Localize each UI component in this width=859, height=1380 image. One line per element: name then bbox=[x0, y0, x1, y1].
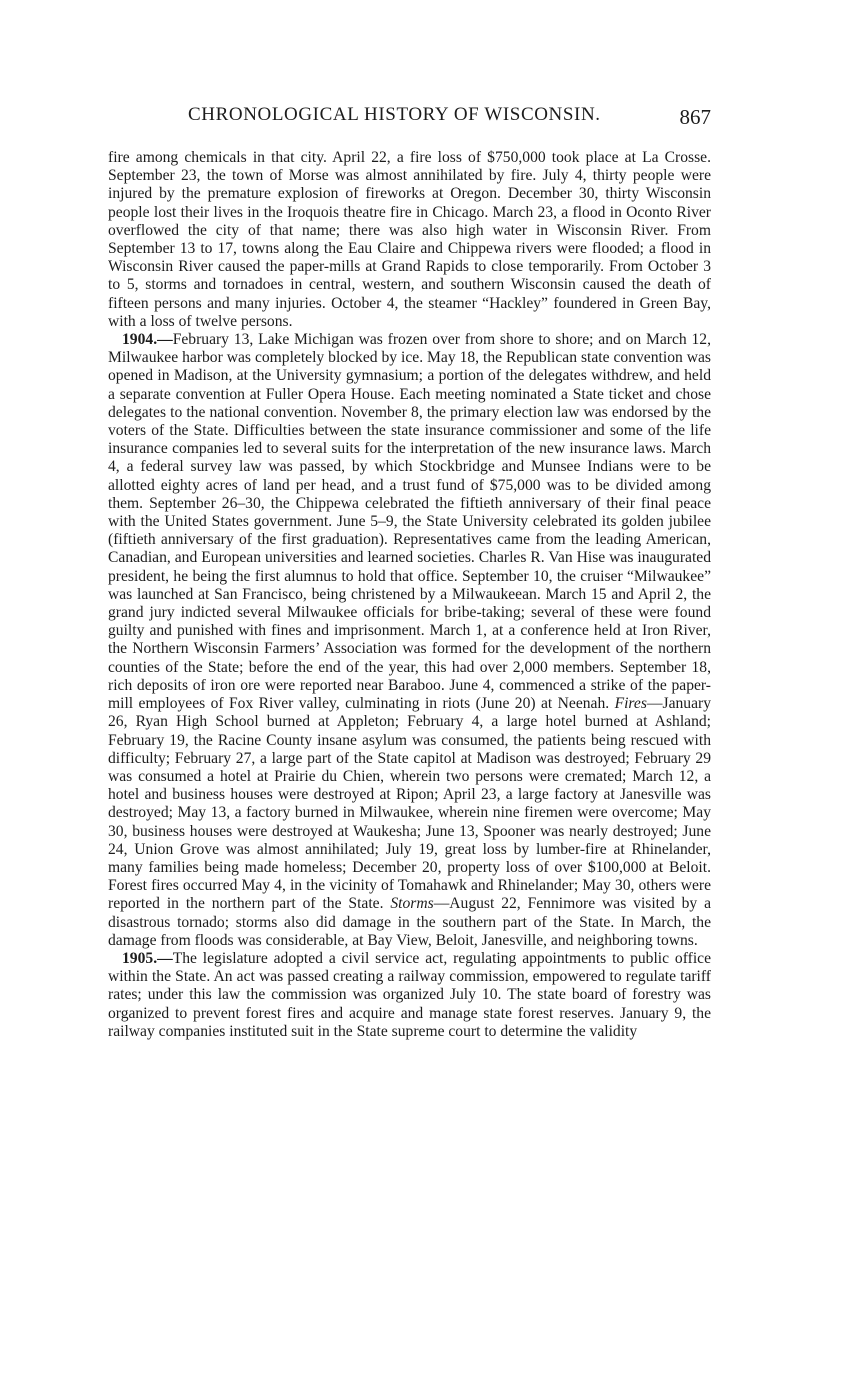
fires-label: Fires bbox=[614, 695, 647, 713]
paragraph-1904 bbox=[108, 331, 711, 950]
page-header bbox=[108, 100, 711, 134]
paragraph-continuation: fire among chemicals in that city. April 22, a fire loss of $750,000 took place at La Crosse. September 23, the town of Morse was almost annihilated by fire. July 4, thirty people were injured by the premature explosion of fireworks at Oregon. December 30, thirty Wisconsin people lost their lives in the Iroquois theatre fire in Chicago. March 23, a flood in Oconto River overflowed the city of that name; there was also high water in Wisconsin River. From September 13 to 17, towns along the Eau Claire and Chippewa rivers were flooded; a flood in Wisconsin River caused the paper-mills at Grand Rapids to close temporarily. From October 3 to 5, storms and tornadoes in central, western, and southern Wisconsin caused the death of fifteen persons and many injuries. October 4, the steamer “Hackley” foundered in Green Bay, with a loss of twelve persons. bbox=[108, 149, 711, 330]
body-text bbox=[108, 149, 711, 1041]
paragraph-1905-text: The legislature adopted a civil service act, regulating appointments to public office within the State. An act was passed creating a railway commission, empowered to regulate tariff rates; under this law the commission was organized July 10. The state board of forestry was organized to prevent forest fires and acquire and manage state forest reserves. January 9, the railway companies instituted suit in the State supreme court to determine the validity bbox=[108, 949, 711, 1040]
paragraph-1904-text-c: —August 22, Fennimore was visited by a disastrous tornado; storms also did damage in the southern part of the State. In March, the damage from floods was considerable, at Bay View, Beloit, Janesville, and neighboring towns. bbox=[108, 895, 712, 949]
year-heading-1905: 1905.— bbox=[122, 949, 173, 967]
paragraph-1904-text-b: —January 26, Ryan High School burned at Appleton; February 4, a large hotel burned at Ashland; February 19, the Racine County insane asylum was consumed, the patients being rescued with difficulty; February 27, a large part of the State capitol at Madison was destroyed; February 29 was consumed a hotel at Prairie du Chien, wherein two persons were cremated; March 12, a hotel and business houses were destroyed at Ripon; April 23, a large factory at Janesville was destroyed; May 13, a factory burned in Milwaukee, wherein nine firemen were overcome; May 30, business houses were destroyed at Waukesha; June 13, Spooner was nearly destroyed; June 24, Union Grove was almost annihilated; July 19, great loss by lumber-fire at Rhinelander, many families being made homeless; December 20, property loss of over $100,000 at Beloit. Forest fires occurred May 4, in the vicinity of Tomahawk and Rhinelander; May 30, others were reported in the northern part of the State. bbox=[108, 695, 711, 913]
book-page bbox=[108, 100, 711, 1041]
paragraph-1905 bbox=[108, 950, 711, 1041]
storms-label: Storms bbox=[390, 895, 434, 913]
paragraph-1904-text-a: February 13, Lake Michigan was frozen over from shore to shore; and on March 12, Milwaukee harbor was completely blocked by ice. May 18, the Republican state convention was opened in Madison, at the University gymnasium; a portion of the delegates withdrew, and held a separate convention at Fuller Opera House. Each meeting nominated a State ticket and chose delegates to the national convention. November 8, the primary election law was endorsed by the voters of the State. Difficulties between the state insurance commissioner and some of the life insurance companies led to several suits for the interpretation of the new insurance laws. March 4, a federal survey law was passed, by which Stockbridge and Munsee Indians were to be allotted eighty acres of land per head, and a trust fund of $75,000 was to be divided among them. September 26–30, the Chippewa celebrated the fiftieth anniversary of their final peace with the United States government. June 5–9, the State University celebrated its golden jubilee (fiftieth anniversary of the first graduation). Representatives came from the leading American, Canadian, and European universities and learned societies. Charles R. Van Hise was inaugurated president, he being the first alumnus to hold that office. September 10, the cruiser “Milwaukee” was launched at San Francisco, being christened by a Milwaukeean. March 15 and April 2, the grand jury indicted several Milwaukee officials for bribe-taking; several of these were found guilty and punished with fines and imprisonment. March 1, at a conference held at Iron River, the Northern Wisconsin Farmers’ Association was formed for the development of the northern counties of the State; before the end of the year, this had over 2,000 members. September 18, rich deposits of iron ore were reported near Baraboo. June 4, commenced a strike of the paper-mill employees of Fox River valley, culminating in riots (June 20) at Neenah. bbox=[108, 331, 711, 713]
page-number: 867 bbox=[679, 105, 711, 129]
running-head: CHRONOLOGICAL HISTORY OF WISCONSIN. bbox=[188, 104, 601, 125]
year-heading-1904: 1904.— bbox=[122, 331, 173, 349]
